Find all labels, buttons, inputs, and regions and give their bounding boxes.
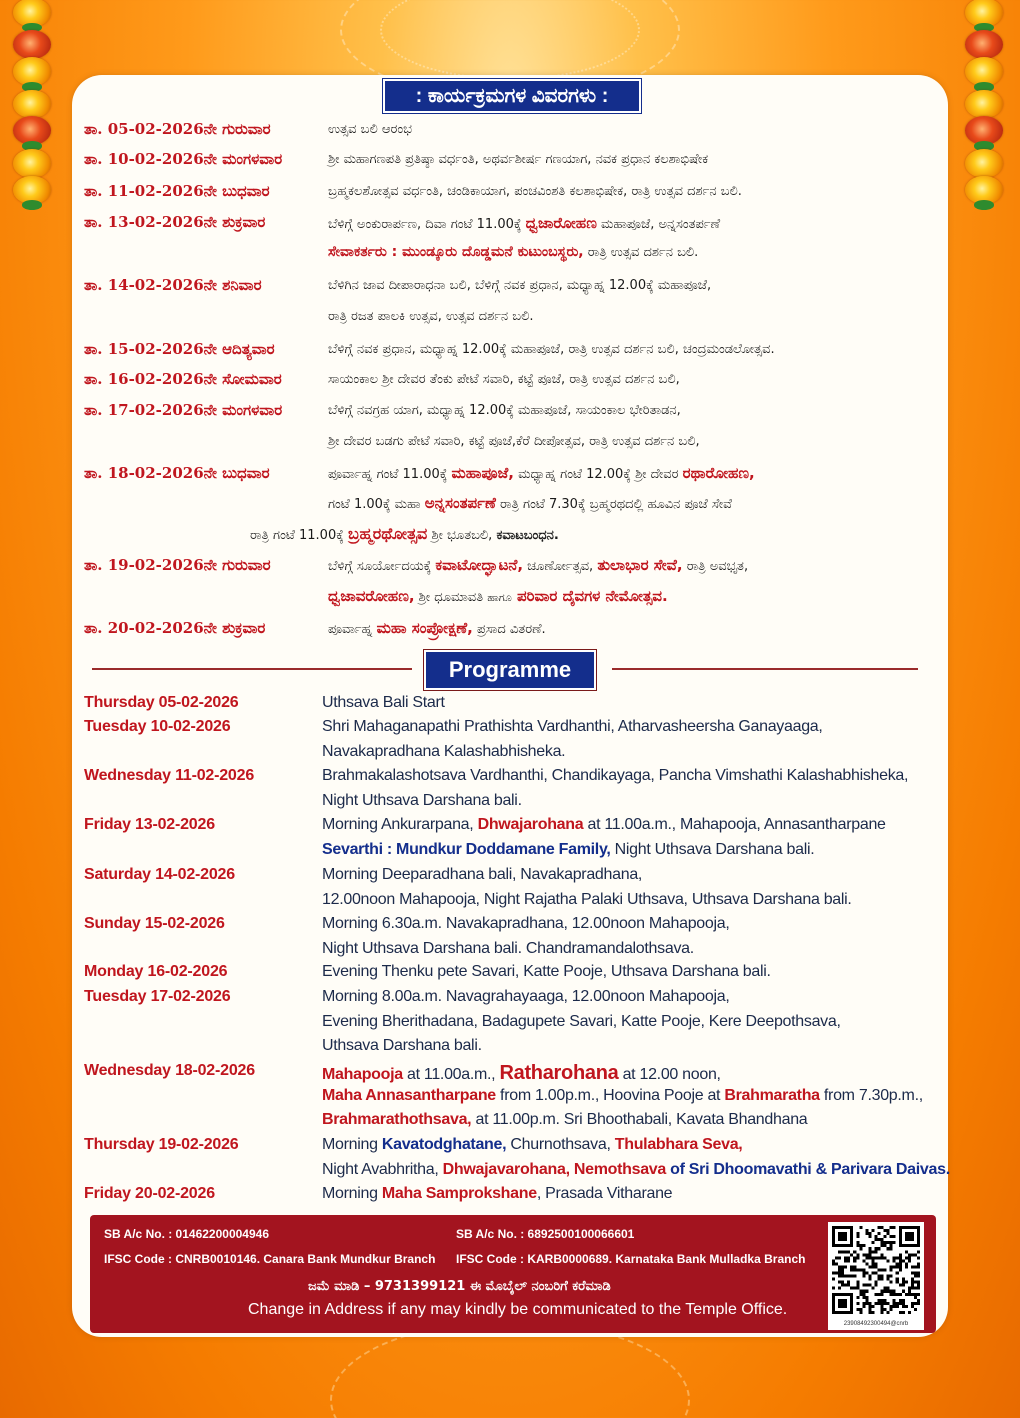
marigold-flower (13, 30, 51, 59)
kn-highlight: ತುಲಾಭಾರ ಸೇವೆ, (597, 556, 683, 574)
programme-day: Friday 13-02-2026 (84, 816, 215, 833)
kannada-event: ಶ್ರೀ ಮಹಾಗಣಪತಿ ಪ್ರತಿಷ್ಠಾ ವರ್ಧಂತಿ, ಅಥರ್ವಶೀರ್ಷ ಗಣಯಾಗ, ನವಕ ಪ್ರಧಾನ ಕಲಶಾಭಿಷೇಕ (328, 152, 709, 167)
kn-text: ಹಾಗೂ (487, 591, 512, 604)
kannada-event (328, 214, 720, 232)
account-number-1: SB A/c No. : 01462200004946 (104, 1227, 269, 1241)
kannada-date: ತಾ. 17-02-2026ನೇ ಮಂಗಳವಾರ (84, 401, 283, 419)
kannada-event: ಬೆಳಿಗ್ಗೆ ನವಗ್ರಹ ಯಾಗ, ಮಧ್ಯಾಹ್ನ 12.00ಕ್ಕೆ ಮಹಾಪೂಜೆ, ಸಾಯಂಕಾಲ ಭೇರಿತಾಡನ, (328, 403, 681, 418)
kannada-section-title: : ಕಾರ್ಯಕ್ರಮಗಳ ವಿವರಗಳು : (383, 79, 641, 113)
event-text: Dhwajavarohana, Nemothsava (442, 1160, 667, 1178)
event-text: Night Uthsava Darshana bali. Chandramandalothsava. (322, 939, 694, 957)
marigold-flower (965, 90, 1003, 119)
event-text: Brahmaratha (724, 1086, 820, 1104)
event-text: from 7.30p.m., (819, 1086, 923, 1104)
kn-text: ರಾತ್ರಿ ಉತ್ಸವ ದರ್ಶನ ಬಲಿ. (583, 245, 699, 260)
programme-event-line (322, 1037, 482, 1055)
divider-right (612, 668, 918, 670)
programme-event-line (322, 792, 522, 810)
event-text: Night Avabhritha, (322, 1160, 443, 1178)
flower-garland-right (962, 0, 1006, 210)
kn-highlight: ಪರಿವಾರ ದೈವಗಳ ನೇಮೋತ್ಸವ. (511, 587, 668, 605)
kn-text: ಶ್ರೀ ಭೂತಬಲಿ, (427, 528, 497, 543)
programme-day: Tuesday 10-02-2026 (84, 718, 231, 735)
programme-title: Programme (424, 650, 596, 690)
ifsc-code-1: IFSC Code : CNRB0010146. Canara Bank Mundkur Branch (104, 1252, 436, 1266)
event-text: 12.00noon Mahapooja, Night Rajatha Palaki Uthsava, Uthsava Darshana bali. (322, 890, 852, 908)
kannada-date: ತಾ. 14-02-2026ನೇ ಶನಿವಾರ (84, 276, 262, 294)
kn-highlight: ಸೇವಾಕರ್ತರು : ಮುಂಡ್ಕೂರು ದೊಡ್ಡಮನೆ ಕುಟುಂಬಸ್ಥರು, (328, 244, 584, 260)
programme-day: Tuesday 17-02-2026 (84, 988, 231, 1005)
programme-event-line (322, 988, 730, 1006)
kannada-date: ತಾ. 19-02-2026ನೇ ಗುರುವಾರ (84, 556, 271, 574)
kn-highlight: ಮಹಾ ಸಂಪ್ರೋಕ್ಷಣೆ, (376, 619, 473, 637)
event-text: Ratharohana (499, 1062, 619, 1084)
kannada-event-cont (328, 494, 732, 512)
flower-garland-left (10, 0, 54, 210)
kn-text: ಗಂಟೆ 1.00ಕ್ಕೆ ಮಹಾ (328, 497, 425, 512)
event-text: , Prasada Vitharane (536, 1185, 673, 1202)
kannada-date: ತಾ. 05-02-2026ನೇ ಗುರುವಾರ (84, 120, 271, 138)
event-text: Navakapradhana Kalashabhisheka. (322, 742, 566, 760)
programme-event-line (322, 963, 771, 981)
kannada-event (328, 464, 755, 482)
kn-text: ಚೂರ್ಣೋತ್ಸವ, (523, 559, 598, 574)
kn-text: ರಾತ್ರಿ ಗಂಟೆ 11.00ಕ್ಕೆ (250, 528, 348, 543)
event-text: Night Uthsava Darshana bali. (610, 840, 815, 858)
kn-text: ಶ್ರೀ ಧೂಮಾವತಿ (414, 590, 488, 605)
event-text: Night Uthsava Darshana bali. (322, 791, 522, 809)
event-text: Maha Samprokshane (381, 1185, 537, 1202)
programme-day: Wednesday 18-02-2026 (84, 1062, 255, 1079)
leaf (22, 200, 42, 210)
mobile-number-note: ಜಮೆ ಮಾಡಿ – 9731399121 ಈ ಮೊಬೈಲ್ ನಂಬರಿಗೆ ಕರೆಮಾಡಿ (308, 1279, 611, 1294)
kannada-date: ತಾ. 16-02-2026ನೇ ಸೋಮವಾರ (84, 370, 282, 388)
ifsc-code-2: IFSC Code : KARB0000689. Karnataka Bank Mulladka Branch (456, 1252, 806, 1266)
payment-qr-code (828, 1222, 924, 1318)
kannada-event: ಬ್ರಹ್ಮಕಲಶೋತ್ಸವ ವರ್ಧಂತಿ, ಚಂಡಿಕಾಯಾಗ, ಪಂಚವಿಂಶತಿ ಕಲಶಾಭಿಷೇಕ, ರಾತ್ರಿ ಉತ್ಸವ ದರ್ಶನ ಬಲಿ. (328, 184, 742, 199)
kannada-date: ತಾ. 11-02-2026ನೇ ಬುಧವಾರ (84, 182, 270, 200)
event-text: Kavatodghatane, (381, 1136, 507, 1153)
kn-bold: ಕವಾಟಬಂಧನ. (496, 528, 559, 543)
kn-highlight: ಧ್ವಜಾವರೋಹಣ, (328, 587, 415, 605)
kannada-event-cont: ಶ್ರೀ ದೇವರ ಬಡಗು ಪೇಟೆ ಸವಾರಿ, ಕಟ್ಟೆ ಪೂಜೆ,ಕೆರೆ ದೀಪೋತ್ಸವ, ರಾತ್ರಿ ಉತ್ಸವ ದರ್ಶನ ಬಲಿ, (328, 434, 700, 449)
kn-highlight: ಕವಾಟೋದ್ಘಾಟನೆ, (435, 556, 524, 574)
event-text: at 11.00a.m., (402, 1066, 500, 1083)
event-text: Uthsava Darshana bali. (322, 1037, 482, 1054)
kn-highlight: ಅನ್ನಸಂತರ್ಪಣೆ (424, 494, 496, 512)
kannada-date: ತಾ. 10-02-2026ನೇ ಮಂಗಳವಾರ (84, 150, 283, 168)
kn-text: ಮಧ್ಯಾಹ್ನ ಗಂಟೆ 12.00ಕ್ಕೆ ಶ್ರೀ ದೇವರ (513, 467, 683, 482)
kn-text: ಪೂರ್ವಾಹ್ನ (328, 622, 377, 637)
programme-day: Friday 20-02-2026 (84, 1185, 215, 1202)
event-text: Evening Bherithadana, Badagupete Savari, Katte Pooje, Kere Deepothsava, (322, 1012, 841, 1030)
kannada-event (328, 556, 748, 574)
marigold-flower (965, 149, 1003, 178)
kannada-event-cont (328, 587, 668, 605)
programme-event-line (322, 1161, 950, 1179)
kn-text: ಬೆಳಿಗ್ಗೆ ಅಂಕುರಾರ್ಪಣ, ದಿವಾ ಗಂಟೆ 11.00ಕ್ಕೆ (328, 217, 526, 232)
event-text: Uthsava Bali Start (322, 694, 445, 711)
programme-event-line (322, 841, 814, 859)
kannada-date: ತಾ. 13-02-2026ನೇ ಶುಕ್ರವಾರ (84, 213, 266, 231)
kn-text: ಪ್ರಸಾದ ವಿತರಣೆ. (472, 622, 546, 637)
kannada-date: ತಾ. 15-02-2026ನೇ ಆದಿತ್ಯವಾರ (84, 340, 275, 358)
programme-day: Thursday 05-02-2026 (84, 694, 239, 711)
event-text: Maha Annasantharpane (322, 1086, 496, 1104)
event-text: Mahapooja (322, 1066, 403, 1083)
qr-code-icon (832, 1226, 920, 1314)
event-text: Morning Ankurarpana, (322, 816, 478, 833)
kannada-event-cont (250, 524, 559, 544)
leaf (974, 200, 994, 210)
kannada-event (328, 619, 546, 637)
programme-event-line (322, 694, 445, 712)
programme-event-line (322, 1185, 672, 1203)
programme-event-line (322, 1136, 742, 1154)
event-text: Brahmakalashotsava Vardhanthi, Chandikayaga, Pancha Vimshathi Kalashabhisheka, (322, 767, 909, 784)
programme-event-line (322, 1087, 923, 1105)
account-number-2: SB A/c No. : 6892500100066601 (456, 1227, 635, 1241)
kannada-event: ಬೆಳಿಗ್ಗೆ ನವಕ ಪ್ರಧಾನ, ಮಧ್ಯಾಹ್ನ 12.00ಕ್ಕೆ ಮಹಾಪೂಜೆ, ರಾತ್ರಿ ಉತ್ಸವ ದರ್ಶನ ಬಲಿ, ಚಂದ್ರಮಂಡಲೋತ್ಸವ. (328, 342, 775, 357)
programme-day: Monday 16-02-2026 (84, 963, 228, 980)
kn-text: ಬೆಳಿಗ್ಗೆ ಸೂರ್ಯೋದಯಕ್ಕೆ (328, 559, 436, 574)
event-text: Churnothsava, (506, 1136, 615, 1153)
kannada-date: ತಾ. 18-02-2026ನೇ ಬುಧವಾರ (84, 464, 270, 482)
programme-event-line (322, 1111, 807, 1129)
kn-text: ರಾತ್ರಿ ಅವಭೃತ, (682, 559, 749, 574)
event-text: Morning (322, 1136, 382, 1153)
programme-day: Sunday 15-02-2026 (84, 915, 225, 932)
kannada-event: ಉತ್ಸವ ಬಲಿ ಆರಂಭ (328, 122, 412, 137)
kn-text: ರಾತ್ರಿ ಗಂಟೆ 7.30ಕ್ಕೆ ಬ್ರಹ್ಮರಥದಲ್ಲಿ ಹೂವಿನ ಪೂಜೆ ಸೇವೆ (495, 497, 732, 512)
marigold-flower (965, 30, 1003, 59)
event-text: from 1.00p.m., Hoovina Pooje at (495, 1086, 725, 1104)
kn-highlight: ರಥಾರೋಹಣ, (682, 464, 755, 482)
event-text: Morning 6.30a.m. Navakapradhana, 12.00noon Mahapooja, (322, 915, 730, 932)
event-text: at 11.00p.m. Sri Bhoothabali, Kavata Bhandhana (471, 1111, 808, 1128)
kannada-event: ಸಾಯಂಕಾಲ ಶ್ರೀ ದೇವರ ತೆಂಕು ಪೇಟೆ ಸವಾರಿ, ಕಟ್ಟೆ ಪೂಜೆ, ರಾತ್ರಿ ಉತ್ಸವ ದರ್ಶನ ಬಲಿ, (328, 372, 680, 387)
kannada-event: ಬೆಳಿಗಿನ ಜಾವ ದೀಪಾರಾಧನಾ ಬಲಿ, ಬೆಳಿಗ್ಗೆ ನವಕ ಪ್ರಧಾನ, ಮಧ್ಯಾಹ್ನ 12.00ಕ್ಕೆ ಮಹಾಪೂಜೆ, (328, 278, 712, 293)
kn-text: ಮಹಾಪೂಜೆ, ಅನ್ನಸಂತರ್ಪಣೆ (596, 217, 721, 232)
kannada-event-cont (328, 244, 698, 260)
event-text: Morning 8.00a.m. Navagrahayaaga, 12.00noon Mahapooja, (322, 988, 730, 1005)
marigold-flower (13, 149, 51, 178)
divider-left (92, 668, 412, 670)
programme-day: Saturday 14-02-2026 (84, 866, 235, 883)
marigold-flower (13, 90, 51, 119)
programme-event-line (322, 891, 852, 909)
event-text: at 11.00a.m., Mahapooja, Annasantharpane (583, 816, 886, 833)
kannada-event-cont: ರಾತ್ರಿ ರಜತ ಪಾಲಕಿ ಉತ್ಸವ, ಉತ್ಸವ ದರ್ಶನ ಬಲಿ. (328, 309, 534, 324)
event-text: Morning Deeparadhana bali, Navakapradhana, (322, 866, 643, 883)
event-text: Dhwajarohana (477, 816, 584, 833)
programme-event-line (322, 1013, 841, 1031)
programme-day: Wednesday 11-02-2026 (84, 767, 255, 784)
event-text: of Sri Dhoomavathi & Parivara Daivas. (666, 1160, 950, 1178)
kn-highlight: ಮಹಾಪೂಜೆ, (451, 464, 514, 482)
programme-event-line (322, 940, 694, 958)
event-text: Morning (322, 1185, 382, 1202)
kn-highlight: ಬ್ರಹ್ಮರಥೋತ್ಸವ (347, 524, 428, 543)
address-change-note: Change in Address if any may kindly be communicated to the Temple Office. (248, 1301, 788, 1318)
event-text: Brahmarathothsava, (322, 1111, 472, 1128)
qr-caption: 23908492300494@cnrb (828, 1318, 924, 1330)
programme-event-line (322, 718, 823, 736)
programme-event-line (322, 915, 730, 933)
programme-day: Thursday 19-02-2026 (84, 1136, 239, 1153)
programme-event-line (322, 743, 565, 761)
event-text: Sevarthi : Mundkur Doddamane Family, (322, 840, 611, 858)
programme-event-line (322, 767, 908, 785)
bank-details-footer (90, 1215, 936, 1333)
kannada-date: ತಾ. 20-02-2026ನೇ ಶುಕ್ರವಾರ (84, 619, 266, 637)
event-text: Thulabhara Seva, (614, 1136, 743, 1153)
event-text: at 12.00 noon, (618, 1066, 721, 1083)
programme-event-line (322, 816, 886, 834)
kn-highlight: ಧ್ವಜಾರೋಹಣ (525, 214, 597, 232)
kn-text: ಪೂರ್ವಾಹ್ನ ಗಂಟೆ 11.00ಕ್ಕೆ (328, 467, 452, 482)
event-text: Shri Mahaganapathi Prathishta Vardhanthi, Atharvasheersha Ganayaaga, (322, 718, 823, 735)
event-text: Evening Thenku pete Savari, Katte Pooje, Uthsava Darshana bali. (322, 963, 771, 980)
programme-event-line (322, 866, 642, 884)
programme-event-line (322, 1062, 721, 1085)
